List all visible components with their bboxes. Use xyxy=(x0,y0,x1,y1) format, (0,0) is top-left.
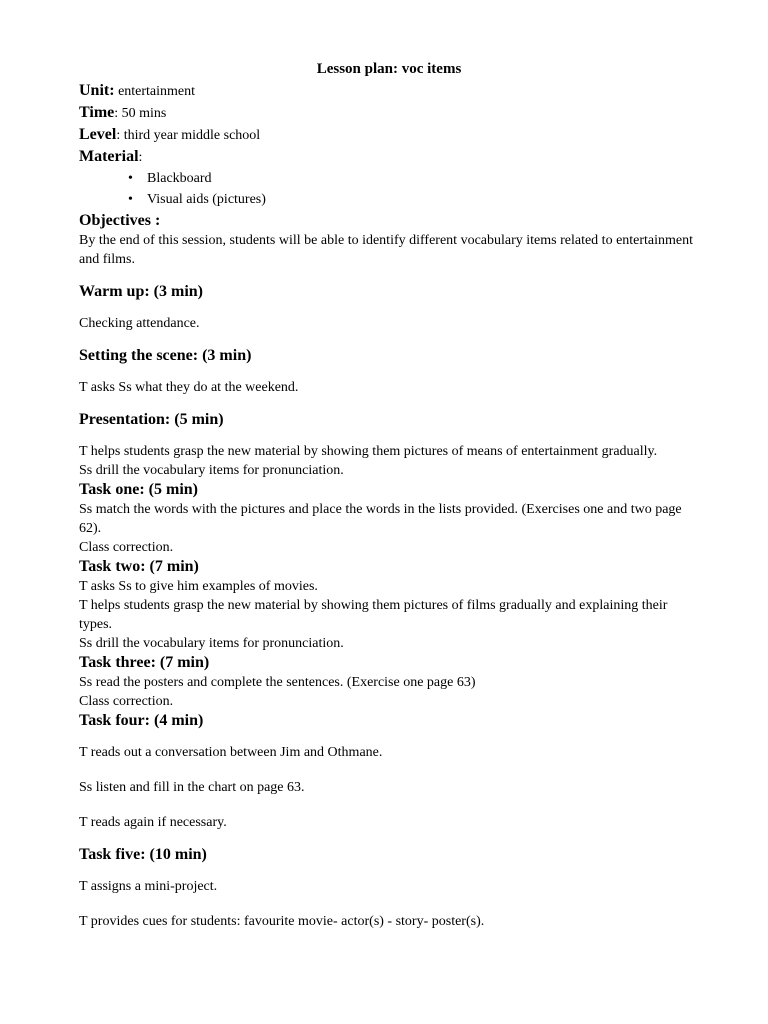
task-one-heading: Task one: (5 min) xyxy=(79,481,198,498)
level-value: : third year middle school xyxy=(116,128,261,143)
task-one-line-1: Ss match the words with the pictures and place the words in the lists provided. (Exercises one and two page 62). xyxy=(79,502,682,536)
level-label: Level xyxy=(79,126,117,143)
task-five-heading: Task five: (10 min) xyxy=(79,846,207,863)
task-four-line-3: T reads again if necessary. xyxy=(79,815,227,830)
unit-value: entertainment xyxy=(118,84,196,99)
material-field xyxy=(79,146,699,168)
presentation-heading: Presentation: (5 min) xyxy=(79,411,224,428)
lesson-plan-page xyxy=(79,58,699,931)
list-item xyxy=(128,168,699,189)
time-value: : 50 mins xyxy=(114,106,167,121)
scene-heading: Setting the scene: (3 min) xyxy=(79,347,252,364)
material-item-visual-aids: Visual aids (pictures) xyxy=(147,192,266,207)
task-one-line-2: Class correction. xyxy=(79,540,174,555)
time-label: Time xyxy=(79,104,115,121)
task-three-line-2: Class correction. xyxy=(79,694,174,709)
task-three-heading: Task three: (7 min) xyxy=(79,654,210,671)
task-five-line-2: T provides cues for students: favourite movie- actor(s) - story- poster(s). xyxy=(79,914,485,929)
task-four-heading: Task four: (4 min) xyxy=(79,712,204,729)
list-item xyxy=(128,189,699,210)
page-title: Lesson plan: voc items xyxy=(316,61,462,77)
material-colon: : xyxy=(138,150,143,165)
task-two-line-1: T asks Ss to give him examples of movies. xyxy=(79,579,318,594)
task-two-line-2: T helps students grasp the new material by showing them pictures of films gradually and explaining their types. xyxy=(79,598,668,632)
presentation-line-1: T helps students grasp the new material by showing them pictures of means of entertainment gradually. xyxy=(79,444,658,459)
material-label: Material xyxy=(79,148,139,165)
bullet-icon: • xyxy=(128,171,133,186)
presentation-line-2: Ss drill the vocabulary items for pronunciation. xyxy=(79,463,344,478)
task-two-heading: Task two: (7 min) xyxy=(79,558,199,575)
warmup-text: Checking attendance. xyxy=(79,316,200,331)
task-four-line-2: Ss listen and fill in the chart on page 63. xyxy=(79,780,305,795)
task-five-line-1: T assigns a mini-project. xyxy=(79,879,218,894)
unit-label: Unit: xyxy=(79,82,115,99)
material-item-blackboard: Blackboard xyxy=(147,171,212,186)
level-field xyxy=(79,124,699,146)
material-list xyxy=(79,168,699,210)
scene-text: T asks Ss what they do at the weekend. xyxy=(79,380,299,395)
time-field xyxy=(79,102,699,124)
bullet-icon: • xyxy=(128,192,133,207)
task-four-line-1: T reads out a conversation between Jim and Othmane. xyxy=(79,745,383,760)
warmup-heading: Warm up: (3 min) xyxy=(79,283,203,300)
task-two-line-3: Ss drill the vocabulary items for pronunciation. xyxy=(79,636,344,651)
objectives-text: By the end of this session, students will be able to identify different vocabulary items related to entertainment and films. xyxy=(79,233,694,267)
task-three-line-1: Ss read the posters and complete the sentences. (Exercise one page 63) xyxy=(79,675,476,690)
unit-field xyxy=(79,80,699,102)
objectives-heading: Objectives : xyxy=(79,212,161,229)
